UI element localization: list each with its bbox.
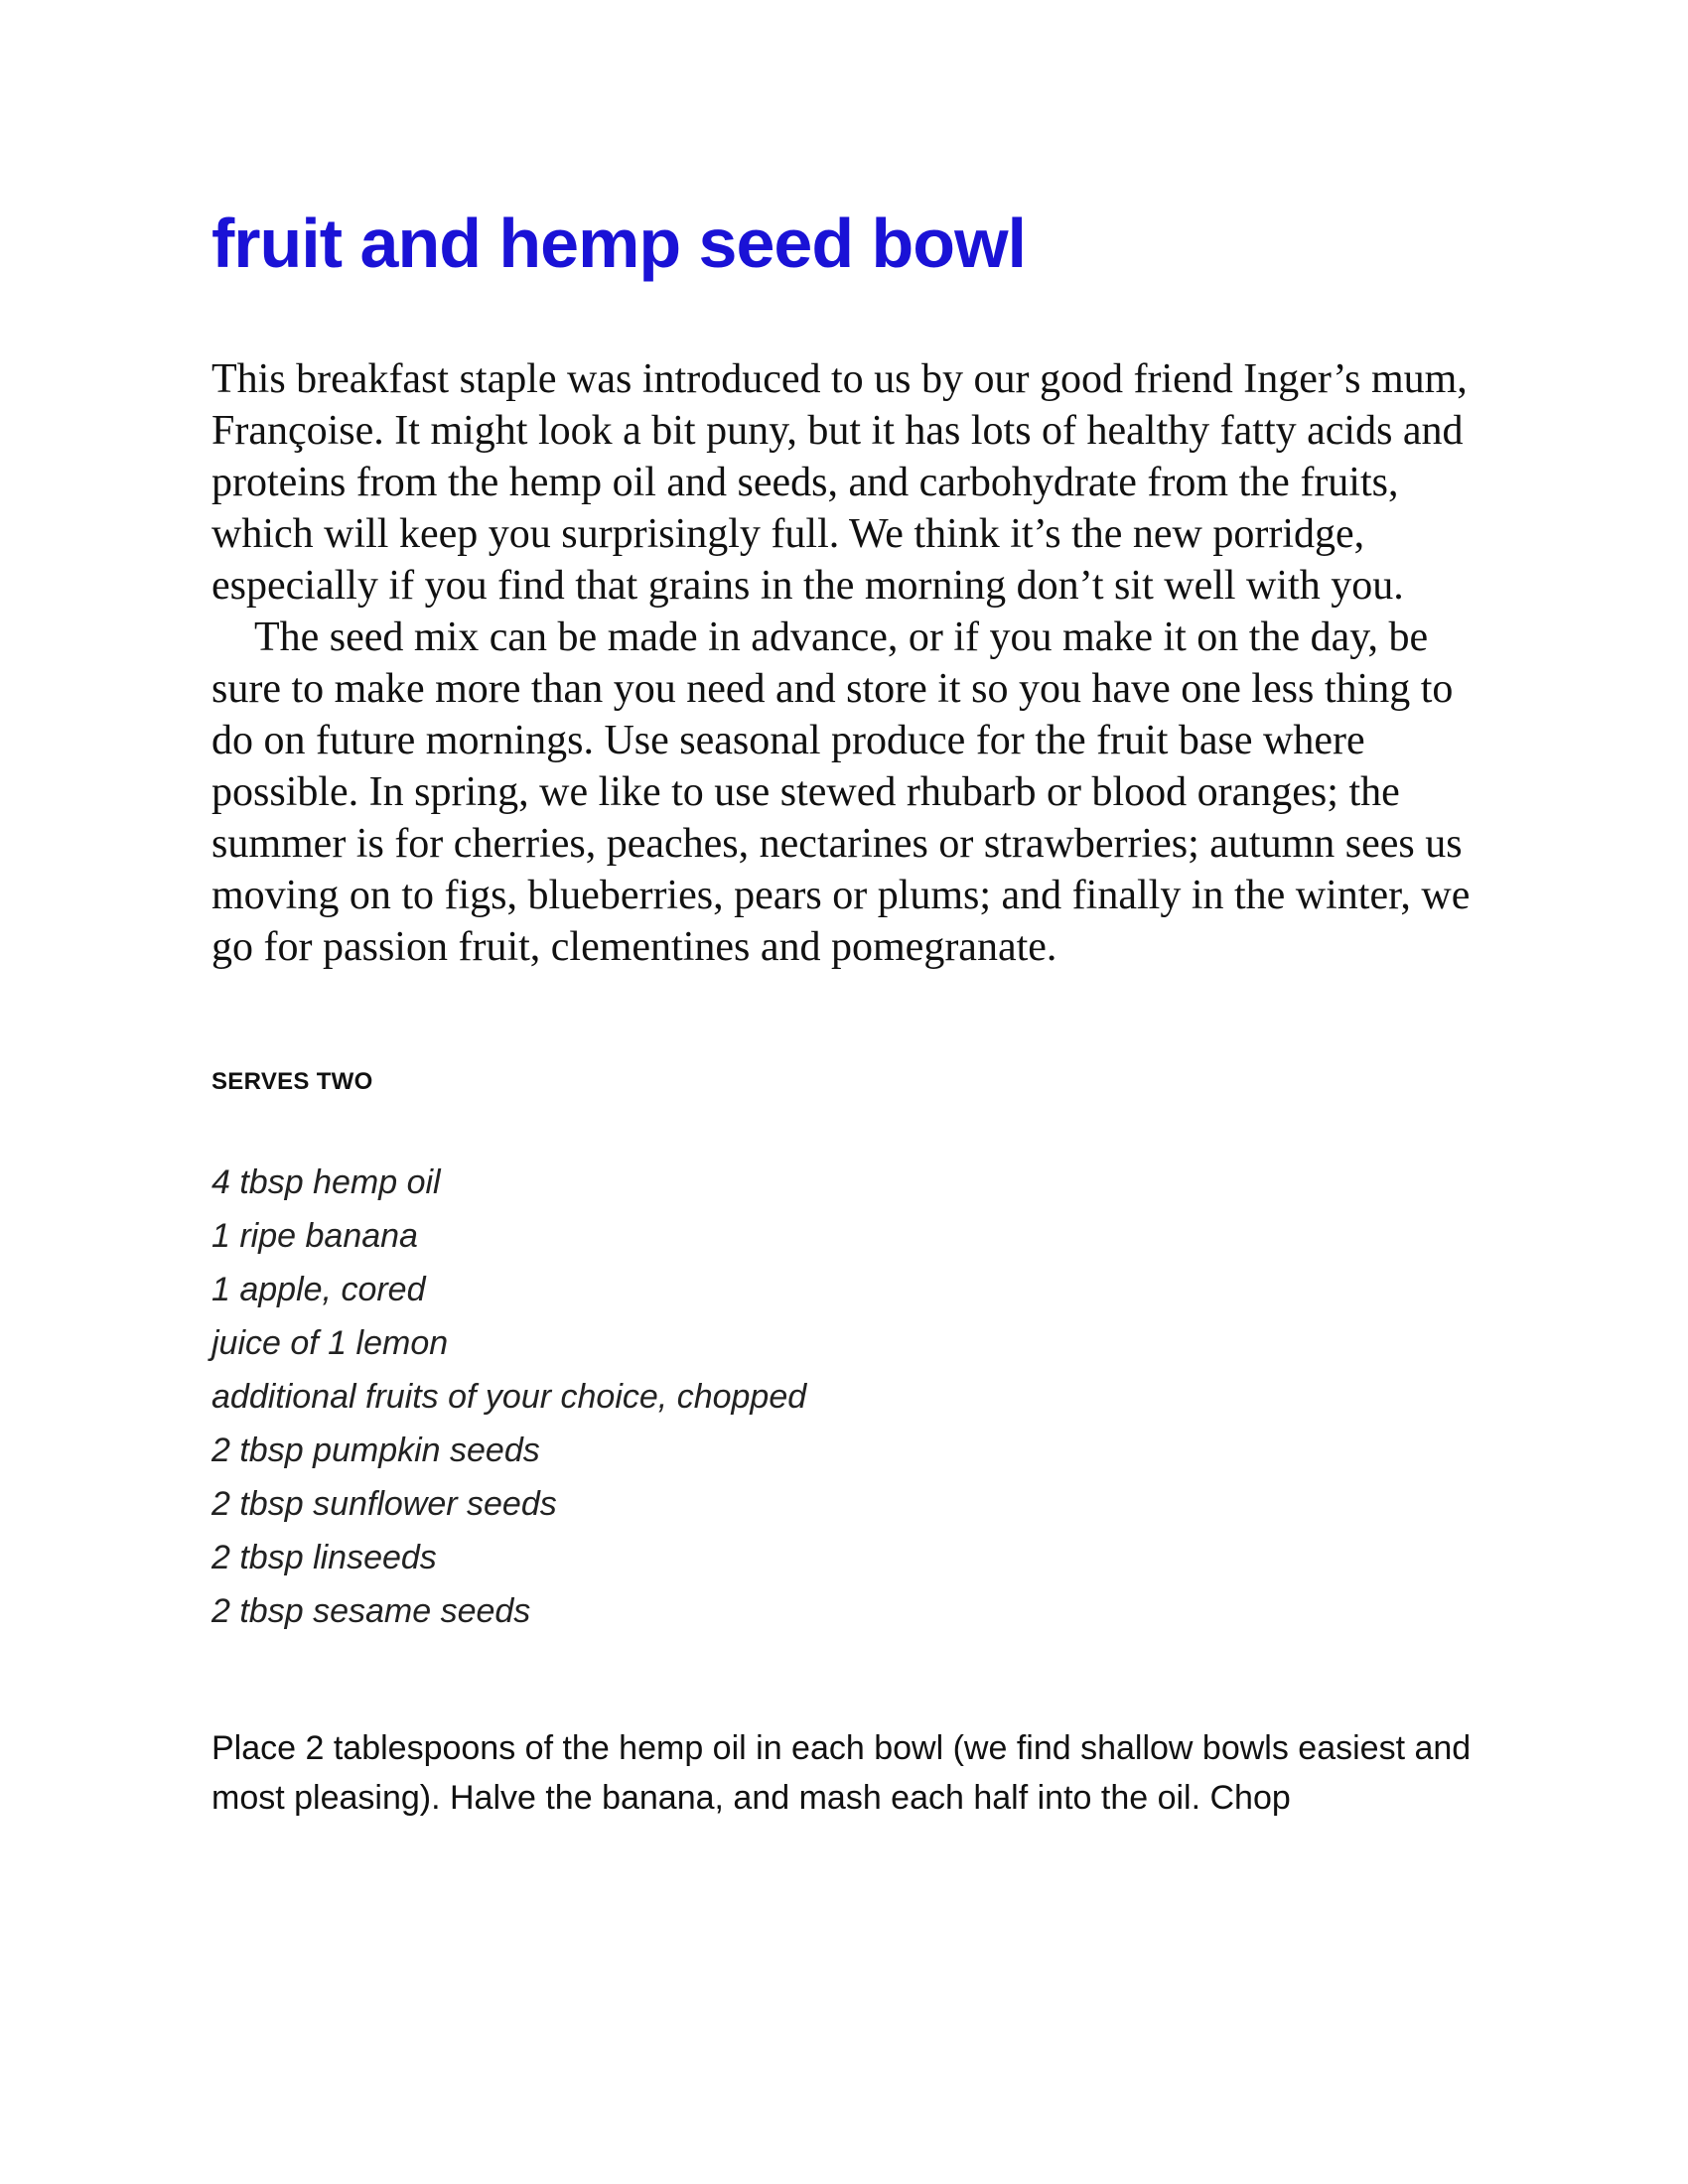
ingredient-item: additional fruits of your choice, chopped <box>211 1378 807 1416</box>
ingredient-item: 2 tbsp sesame seeds <box>211 1592 531 1630</box>
ingredient-item: 1 apple, cored <box>211 1271 426 1308</box>
method-text <box>211 1723 1502 1823</box>
method-paragraph: Place 2 tablespoons of the hemp oil in each bowl (we find shallow bowls easiest and most pleasing). Halve the banana, and mash each half into the oil. Chop <box>211 1729 1472 1817</box>
ingredient-item: 2 tbsp sunflower seeds <box>211 1485 557 1523</box>
intro-paragraph: This breakfast staple was introduced to us by our good friend Inger’s mum, Françoise. It might look a bit puny, but it has lots of healthy fatty acids and proteins from the hemp oil and seeds, and carbohydrate from the fruits, which will keep you surprisingly full. We think it’s the new porridge, especially if you find that grains in the morning don’t sit well with you. <box>211 356 1468 609</box>
ingredient-item: 1 ripe banana <box>211 1217 418 1255</box>
ingredient-item: 2 tbsp linseeds <box>211 1539 437 1576</box>
recipe-page <box>211 189 1502 1823</box>
ingredient-item: juice of 1 lemon <box>211 1324 449 1362</box>
ingredient-list <box>211 1156 1502 1638</box>
ingredient-item: 2 tbsp pumpkin seeds <box>211 1432 540 1469</box>
recipe-title: fruit and hemp seed bowl <box>211 205 1026 282</box>
intro-paragraph: The seed mix can be made in advance, or if you make it on the day, be sure to make more than you need and store it so you have one less thing to do on future mornings. Use seasonal produce for the fruit base where possible. In spring, we like to use stewed rhubarb or blood oranges; the summer is for cherries, peaches, nectarines or strawberries; autumn sees us moving on to figs, blueberries, pears or plums; and finally in the winter, we go for passion fruit, clementines and pomegranate. <box>211 614 1471 970</box>
ingredient-item: 4 tbsp hemp oil <box>211 1163 441 1201</box>
serves-label: SERVES TWO <box>211 1068 373 1095</box>
recipe-intro <box>211 353 1492 973</box>
